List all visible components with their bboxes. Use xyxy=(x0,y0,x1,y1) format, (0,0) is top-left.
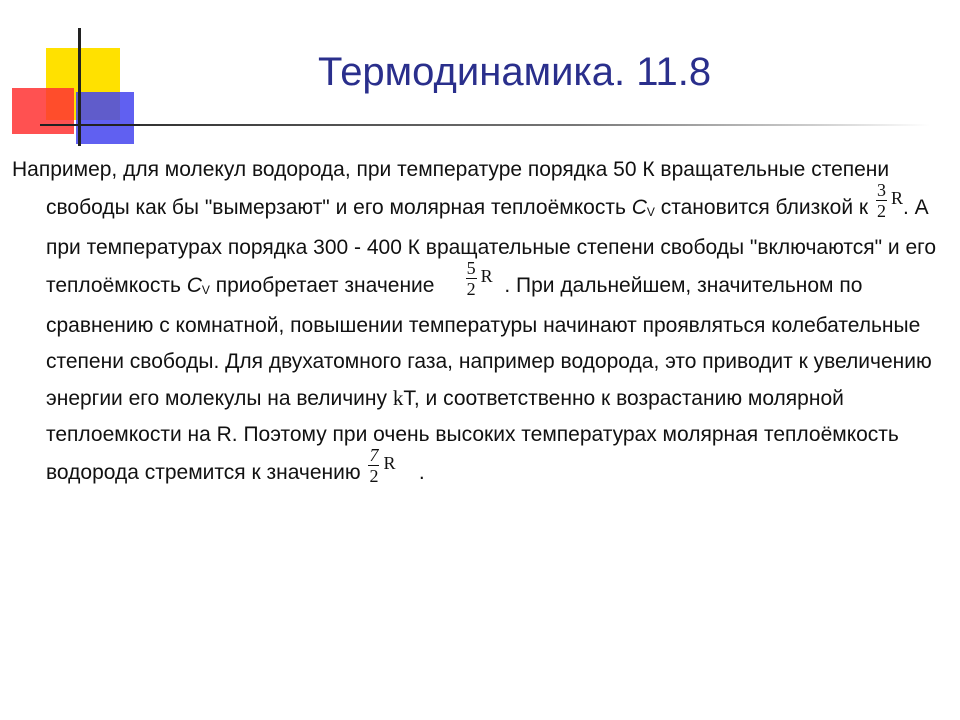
fraction-5-2-r: $\frac{5}{2}$ R xyxy=(466,258,493,300)
boltzmann-k-symbol: k xyxy=(392,386,404,411)
logo-red-square xyxy=(12,88,74,134)
logo-vertical-line xyxy=(78,28,81,146)
slide-logo-decoration xyxy=(0,0,140,150)
text-segment: . При дальнейшем, значительном по сравнению с комнатной, повышении температуры начинают проявляться колебательные степени свободы. Для двухатомного газа, например водорода, это приводит к увеличению энергии его молекулы на величину xyxy=(46,274,932,411)
fraction-3-2-r: $\frac{3}{2}$ R xyxy=(876,180,903,221)
cv-symbol: $C_V$ xyxy=(631,196,655,220)
slide-body-paragraph xyxy=(12,152,951,494)
slide-title: Термодинамика. 11.8 xyxy=(318,50,712,94)
cv-symbol: $C_V$ xyxy=(186,274,210,298)
text-segment: T, и соответственно к возрастанию молярной теплоемкости на R. Поэтому при очень высоких температурах молярная теплоёмкость водорода стремится к значению xyxy=(46,387,899,485)
text-segment: . А при температурах порядка 300 - 400 К вращательные степени свободы "включаются" и его теплоёмкость xyxy=(46,196,937,298)
header-rule xyxy=(140,124,930,126)
logo-blue-square xyxy=(76,92,134,144)
text-segment: Например, для молекул водорода, при температуре порядка 50 К вращательные степени свободы как бы "вымерзают" и его молярная теплоёмкость xyxy=(12,158,890,220)
logo-horizontal-line xyxy=(40,124,140,126)
text-segment: приобретает значение xyxy=(209,274,441,298)
text-segment: становится близкой к xyxy=(654,196,874,220)
fraction-7-2-r: $\frac{7}{2}$ R xyxy=(369,445,396,487)
text-segment: . xyxy=(418,461,425,485)
